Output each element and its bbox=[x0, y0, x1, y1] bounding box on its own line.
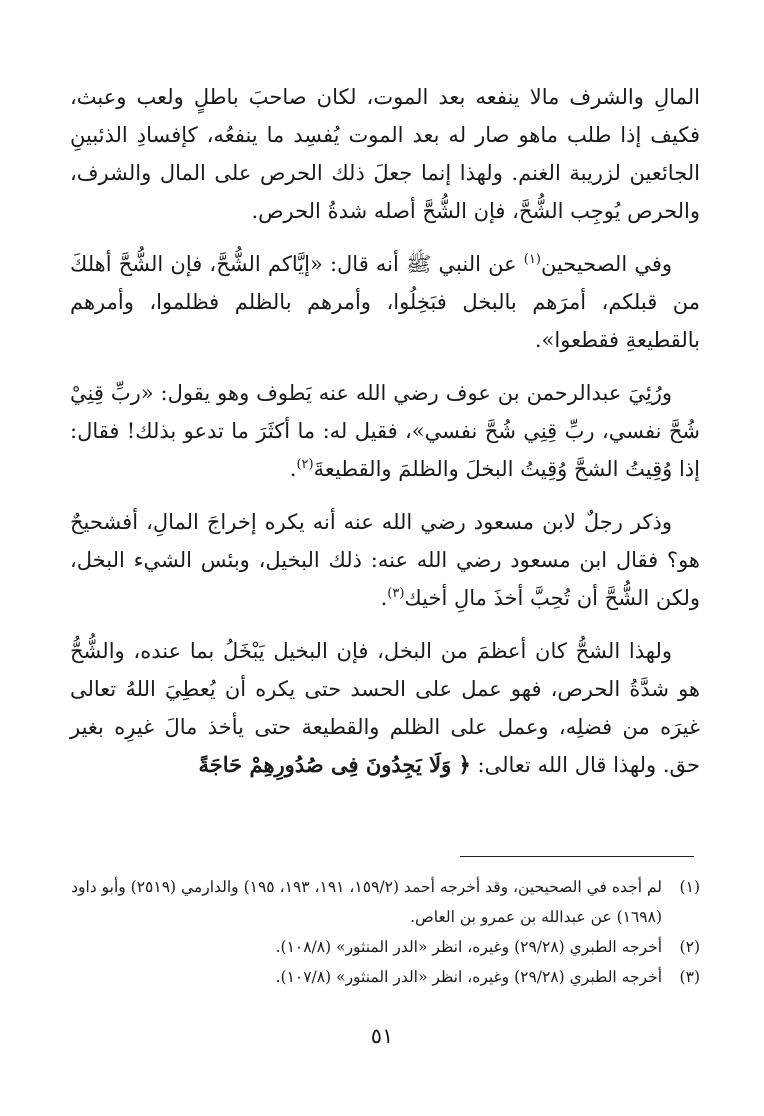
footnotes bbox=[70, 872, 700, 992]
footnote-number: (٣) bbox=[679, 968, 700, 986]
paragraph-5-text: ولهذا الشحُّ كان أعظمَ من البخل، فإن البخيل يَبْخَلُ بما عنده، والشُّحُّ هو شدَّةُ الحرص، فهو عمل على الحسد حتى يكره أن يُعطِيَ اللهُ تعالى غيرَه من فضلِه، وعمل على الظلم والقطيعة حتى يأخذ مالَ غيرِه بغير حق. ولهذا قال الله تعالى: bbox=[70, 639, 700, 777]
footnote-divider bbox=[460, 856, 694, 857]
footnote-text: أخرجه الطبري (٢٩/٢٨) وغيره، انظر «الدر المنثور» (١٠٧/٨). bbox=[275, 968, 662, 986]
footnote-ref-2[interactable]: (٢) bbox=[296, 457, 314, 472]
main-text bbox=[70, 78, 700, 799]
paragraph-4-text-after: . bbox=[380, 586, 388, 610]
footnote-1 bbox=[70, 872, 700, 932]
paragraph-4-text-before: وذكر رجلٌ لابن مسعود رضي الله عنه أنه يكره إخراجَ المالِ، أفشحيحٌ هو؟ فقال ابن مسعود رضي الله عنه: ذلك البخيل، وبئس الشيء البخل، ولكن الشُّحَّ أن تُحِبَّ أخذَ مالِ أخيك bbox=[70, 510, 700, 610]
paragraph-3-text-before: ورُئِيَ عبدالرحمن بن عوف رضي الله عنه يَطوف وهو يقول: «ربِّ قِنِيْ شُحَّ نفسي، ربِّ قِنِي شُحَّ نفسي»، فقيل له: ما أكثَرَ ما تدعو بذلك! فقال: إذا وُقِيتُ الشحَّ وُقِيتُ البخلَ والظلمَ والقطيعةَ bbox=[70, 381, 700, 481]
footnote-2 bbox=[70, 932, 700, 962]
paragraph-1-text: المالِ والشرف مالا ينفعه بعد الموت، لكان صاحبَ باطلٍ ولعب وعبث، فكيف إذا طلب ماهو صار له بعد الموت يُفسِد ما ينفعُه، كإفسادِ الذئبينِ الجائعين لزريبة الغنم. ولهذا إنما جعلَ ذلك الحرص على المال والشرف، والحرص يُوجِب الشُّحَّ، فإن الشُّحَّ أصله شدةُ الحرص. bbox=[70, 85, 700, 223]
footnote-text: لم أجده في الصحيحين، وقد أخرجه أحمد (١٥٩/٢، ١٩١، ١٩٣، ١٩٥) والدارمي (٢٥١٩) وأبو داود (١٦٩٨) عن عبدالله بن عمرو بن العاص. bbox=[71, 878, 662, 926]
paragraph-3-text-after: . bbox=[289, 457, 297, 481]
paragraph-3 bbox=[70, 374, 700, 488]
footnote-ref-3[interactable]: (٣) bbox=[387, 586, 405, 601]
paragraph-2 bbox=[70, 245, 700, 359]
quran-verse: ﴿ وَلَا يَجِدُونَ فِى صُدُورِهِمْ حَاجَةً bbox=[198, 752, 471, 777]
footnote-3 bbox=[70, 962, 700, 992]
page-number: ٥١ bbox=[370, 1024, 394, 1048]
paragraph-5 bbox=[70, 632, 700, 784]
footnote-number: (١) bbox=[679, 878, 700, 896]
paragraph-1 bbox=[70, 78, 700, 230]
footnote-number: (٢) bbox=[679, 938, 700, 956]
footnote-text: أخرجه الطبري (٢٩/٢٨) وغيره، انظر «الدر المنثور» (١٠٨/٨). bbox=[275, 938, 662, 956]
paragraph-2-text-before: وفي الصحيحين bbox=[540, 252, 672, 276]
footnote-ref-1[interactable]: (١) bbox=[523, 252, 541, 267]
paragraph-2-text-after: عن النبي ﷺ أنه قال: «إيَّاكم الشُّحَّ، فإن الشُّحَّ أهلكَ من قبلكم، أمرَهم بالبخل فبَخِلُوا، وأمرهم بالظلم فظلموا، وأمرهم بالقطيعةِ فقطعوا». bbox=[70, 252, 700, 352]
paragraph-4 bbox=[70, 503, 700, 617]
